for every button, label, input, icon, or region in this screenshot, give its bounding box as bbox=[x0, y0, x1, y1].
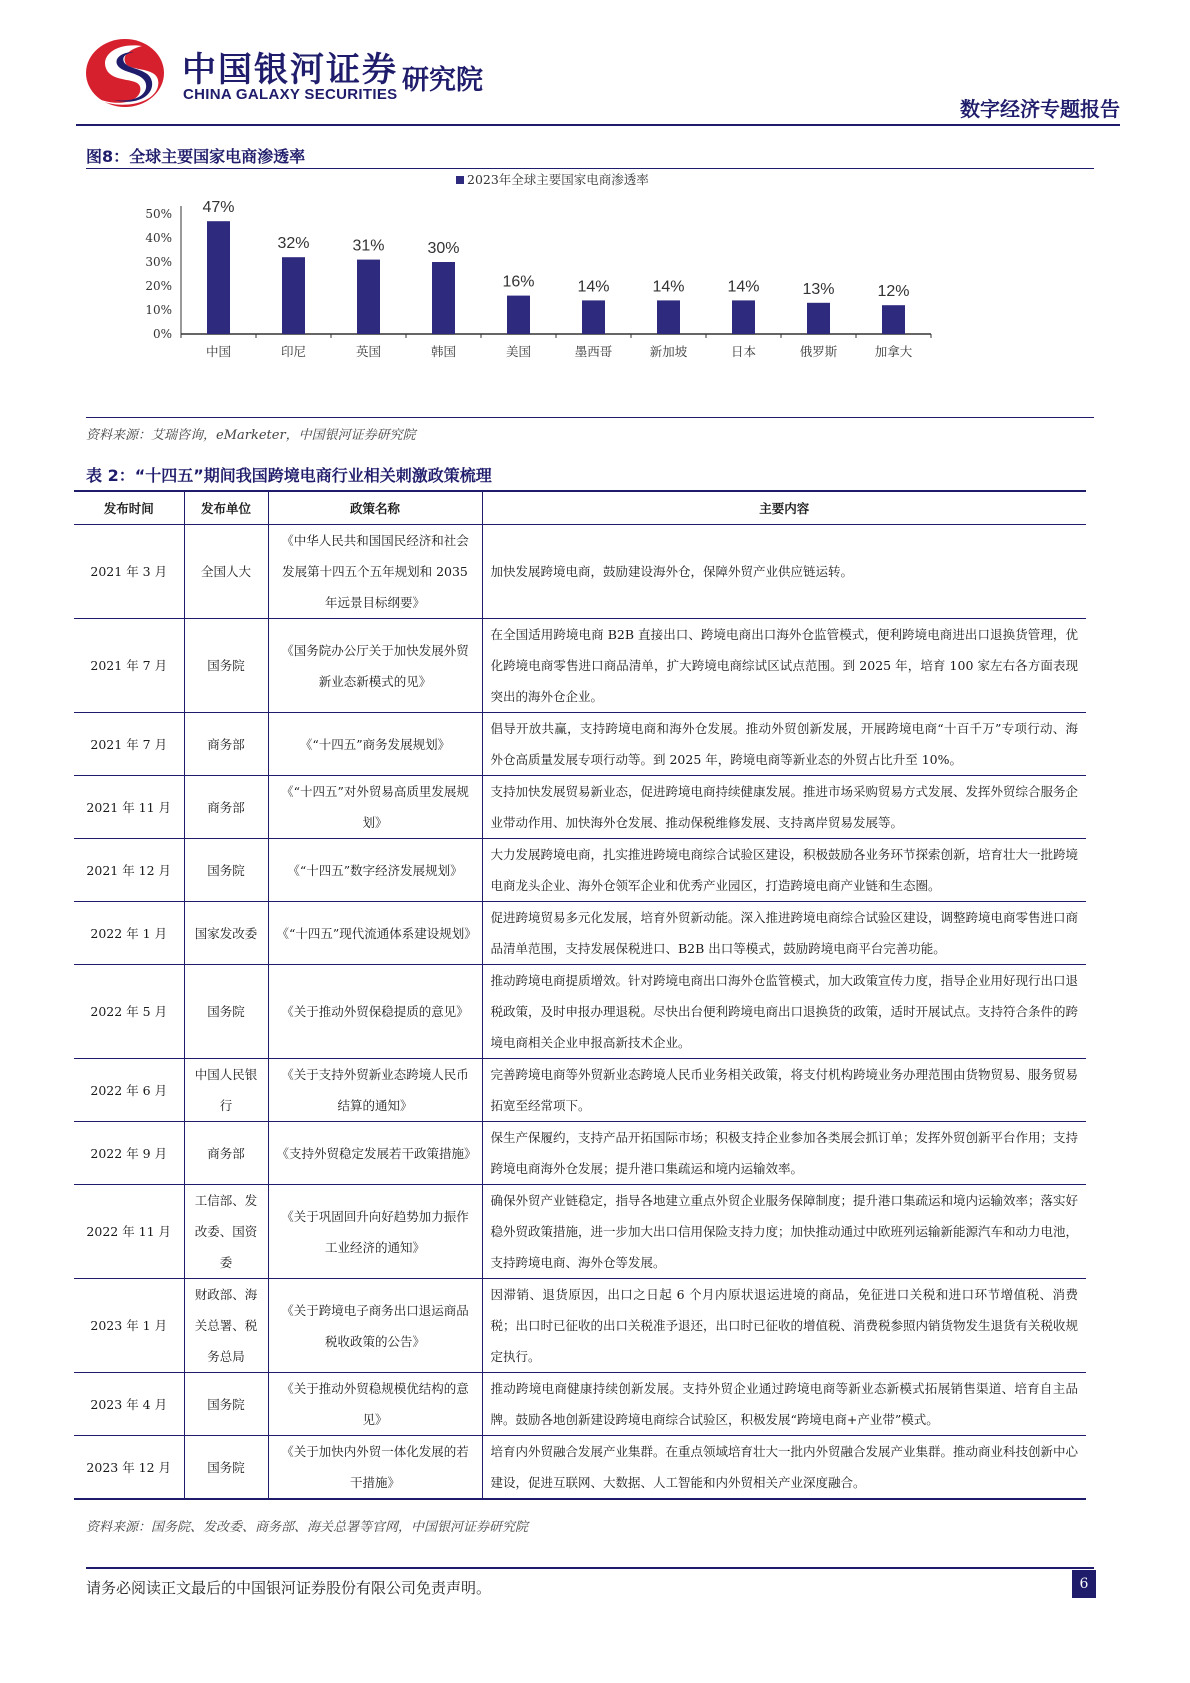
category-label: 新加坡 bbox=[649, 344, 688, 359]
logo-english-name: CHINA GALAXY SECURITIES bbox=[183, 86, 398, 103]
row-issuer: 国务院 bbox=[184, 1373, 268, 1436]
header-content: 主要内容 bbox=[482, 491, 1086, 525]
table-row bbox=[74, 619, 1086, 713]
row-content: 因滞销、退货原因，出口之日起 6 个月内原状退运进境的商品，免征进口关税和进口环节增值税、消费税；出口时已征收的出口关税准予退还，出口时已征收的增值税、消费税参照内销货物发生退货有关税收规定执行。 bbox=[482, 1279, 1086, 1373]
figure-top-rule bbox=[86, 168, 1094, 169]
y-tick-label: 0% bbox=[152, 327, 172, 341]
bar-value-label: 12% bbox=[877, 283, 910, 301]
y-tick-label: 10% bbox=[145, 303, 172, 317]
bar bbox=[507, 296, 530, 334]
header-policy-name: 政策名称 bbox=[268, 491, 482, 525]
row-issuer: 中国人民银行 bbox=[184, 1059, 268, 1122]
table-title: 表 2：“十四五”期间我国跨境电商行业相关刺激政策梳理 bbox=[86, 466, 492, 485]
table-row bbox=[74, 1185, 1086, 1279]
row-issuer: 财政部、海关总署、税务总局 bbox=[184, 1279, 268, 1373]
chart-legend bbox=[456, 172, 649, 187]
bar bbox=[732, 300, 755, 334]
row-date: 2021 年 7 月 bbox=[74, 619, 184, 713]
row-policy-name: 《关于支持外贸新业态跨境人民币结算的通知》 bbox=[268, 1059, 482, 1122]
row-date: 2023 年 4 月 bbox=[74, 1373, 184, 1436]
row-policy-name: 《关于巩固回升向好趋势加力振作工业经济的通知》 bbox=[268, 1185, 482, 1279]
x-axis bbox=[181, 334, 931, 338]
bar-value-label: 30% bbox=[427, 240, 460, 257]
row-date: 2022 年 9 月 bbox=[74, 1122, 184, 1185]
bar bbox=[582, 300, 605, 334]
y-tick-label: 50% bbox=[145, 207, 172, 221]
row-content: 在全国适用跨境电商 B2B 直接出口、跨境电商出口海外仓监管模式，便利跨境电商进出口退换货管理，优化跨境电商零售进口商品清单，扩大跨境电商综试区试点范围。到 2025 年，培育 100 家左右各方面表现突出的海外仓企业。 bbox=[482, 619, 1086, 713]
legend-swatch bbox=[456, 176, 464, 184]
logo-chinese-name: 中国银河证券 bbox=[182, 50, 398, 90]
row-content: 加快发展跨境电商，鼓励建设海外仓，保障外贸产业供应链运转。 bbox=[482, 525, 1086, 619]
row-policy-name: 《关于加快内外贸一体化发展的若干措施》 bbox=[268, 1436, 482, 1500]
table-row bbox=[74, 1279, 1086, 1373]
penetration-bar-chart bbox=[86, 172, 1094, 412]
table-row bbox=[74, 1373, 1086, 1436]
row-issuer: 商务部 bbox=[184, 713, 268, 776]
row-date: 2021 年 12 月 bbox=[74, 839, 184, 902]
header-date: 发布时间 bbox=[74, 491, 184, 525]
table-row bbox=[74, 965, 1086, 1059]
row-policy-name: 《支持外贸稳定发展若干政策措施》 bbox=[268, 1122, 482, 1185]
logo-institute-name: 研究院 bbox=[402, 65, 483, 96]
row-issuer: 国务院 bbox=[184, 839, 268, 902]
y-axis bbox=[145, 206, 181, 341]
footer-disclaimer: 请务必阅读正文最后的中国银河证券股份有限公司免责声明。 bbox=[86, 1579, 492, 1597]
bar bbox=[657, 300, 680, 334]
row-issuer: 商务部 bbox=[184, 776, 268, 839]
category-labels bbox=[206, 344, 913, 359]
row-content: 支持加快发展贸易新业态，促进跨境电商持续健康发展。推进市场采购贸易方式发展、发挥外贸综合服务企业带动作用、加快海外仓发展、推动保税维修发展、支持离岸贸易发展等。 bbox=[482, 776, 1086, 839]
figure-bottom-rule bbox=[86, 417, 1094, 418]
row-policy-name: 《国务院办公厅关于加快发展外贸新业态新模式的见》 bbox=[268, 619, 482, 713]
bar-value-label: 32% bbox=[277, 235, 310, 253]
footer-divider bbox=[86, 1567, 1094, 1569]
row-date: 2022 年 1 月 bbox=[74, 902, 184, 965]
row-content: 促进跨境贸易多元化发展，培育外贸新动能。深入推进跨境电商综合试验区建设，调整跨境电商零售进口商品清单范围，支持发展保税进口、B2B 出口等模式，鼓励跨境电商平台完善功能。 bbox=[482, 902, 1086, 965]
y-tick-label: 40% bbox=[145, 231, 172, 245]
row-date: 2023 年 12 月 bbox=[74, 1436, 184, 1500]
bar-value-label: 14% bbox=[652, 278, 685, 296]
row-policy-name: 《“十四五”商务发展规划》 bbox=[268, 713, 482, 776]
row-issuer: 工信部、发改委、国资委 bbox=[184, 1185, 268, 1279]
y-tick-label: 20% bbox=[145, 279, 172, 293]
row-date: 2021 年 3 月 bbox=[74, 525, 184, 619]
row-policy-name: 《“十四五”数字经济发展规划》 bbox=[268, 839, 482, 902]
category-label: 印尼 bbox=[280, 344, 307, 359]
row-issuer: 国务院 bbox=[184, 1436, 268, 1500]
category-label: 英国 bbox=[355, 344, 382, 359]
bar-value-label: 14% bbox=[727, 278, 760, 296]
category-label: 美国 bbox=[505, 344, 532, 359]
company-logo bbox=[84, 36, 584, 116]
row-content: 倡导开放共赢，支持跨境电商和海外仓发展。推动外贸创新发展，开展跨境电商“十百千万”专项行动、海外仓高质量发展专项行动等。到 2025 年，跨境电商等新业态的外贸占比升至 10%。 bbox=[482, 713, 1086, 776]
row-date: 2022 年 11 月 bbox=[74, 1185, 184, 1279]
row-content: 推动跨境电商提质增效。针对跨境电商出口海外仓监管模式，加大政策宣传力度，指导企业用好现行出口退税政策，及时申报办理退税。尽快出台便利跨境电商出口退换货的政策，适时开展试点。支持符合条件的跨境电商相关企业申报高新技术企业。 bbox=[482, 965, 1086, 1059]
figure-title: 图8：全球主要国家电商渗透率 bbox=[86, 147, 306, 166]
legend-label: 2023年全球主要国家电商渗透率 bbox=[467, 172, 649, 187]
bar-value-label: 47% bbox=[202, 199, 235, 217]
table-row bbox=[74, 1059, 1086, 1122]
table-row bbox=[74, 902, 1086, 965]
bar-value-label: 14% bbox=[577, 278, 610, 296]
bar-series bbox=[207, 221, 905, 334]
row-date: 2022 年 5 月 bbox=[74, 965, 184, 1059]
row-content: 大力发展跨境电商，扎实推进跨境电商综合试验区建设，积极鼓励各业务环节探索创新，培育壮大一批跨境电商龙头企业、海外仓领军企业和优秀产业园区，打造跨境电商产业链和生态圈。 bbox=[482, 839, 1086, 902]
row-issuer: 国家发改委 bbox=[184, 902, 268, 965]
data-labels bbox=[202, 199, 909, 300]
report-type-label: 数字经济专题报告 bbox=[960, 97, 1120, 121]
row-content: 推动跨境电商健康持续创新发展。支持外贸企业通过跨境电商等新业态新模式拓展销售渠道、培育自主品牌。鼓励各地创新建设跨境电商综合试验区，积极发展“跨境电商+产业带”模式。 bbox=[482, 1373, 1086, 1436]
policy-table bbox=[74, 490, 1086, 1500]
row-date: 2022 年 6 月 bbox=[74, 1059, 184, 1122]
category-label: 中国 bbox=[205, 344, 232, 359]
category-label: 日本 bbox=[730, 344, 757, 359]
table-row bbox=[74, 776, 1086, 839]
row-policy-name: 《关于推动外贸稳规模优结构的意见》 bbox=[268, 1373, 482, 1436]
row-policy-name: 《中华人民共和国国民经济和社会发展第十四五个五年规划和 2035 年远景目标纲要》 bbox=[268, 525, 482, 619]
table-header-row bbox=[74, 491, 1086, 525]
bar bbox=[357, 260, 380, 334]
table-row bbox=[74, 839, 1086, 902]
row-content: 保生产保履约，支持产品开拓国际市场；积极支持企业参加各类展会抓订单；发挥外贸创新平台作用；支持跨境电商海外仓发展；提升港口集疏运和境内运输效率。 bbox=[482, 1122, 1086, 1185]
page-number: 6 bbox=[1072, 1570, 1096, 1598]
table-row bbox=[74, 525, 1086, 619]
row-issuer: 国务院 bbox=[184, 619, 268, 713]
row-policy-name: 《“十四五”对外贸易高质里发展规划》 bbox=[268, 776, 482, 839]
bar-value-label: 31% bbox=[352, 237, 385, 255]
header-divider bbox=[76, 124, 1120, 126]
row-policy-name: 《关于跨境电子商务出口退运商品税收政策的公告》 bbox=[268, 1279, 482, 1373]
table-source: 资料来源：国务院、发改委、商务部、海关总署等官网，中国银河证券研究院 bbox=[86, 1520, 529, 1535]
figure-source: 资料来源：艾瑞咨询，eMarketer，中国银河证券研究院 bbox=[86, 428, 416, 443]
row-date: 2023 年 1 月 bbox=[74, 1279, 184, 1373]
bar bbox=[807, 303, 830, 334]
bar bbox=[432, 262, 455, 334]
y-tick-label: 30% bbox=[145, 255, 172, 269]
table-row bbox=[74, 1122, 1086, 1185]
table-row bbox=[74, 713, 1086, 776]
row-content: 培育内外贸融合发展产业集群。在重点领域培育壮大一批内外贸融合发展产业集群。推动商业科技创新中心建设，促进互联网、大数据、人工智能和内外贸相关产业深度融合。 bbox=[482, 1436, 1086, 1500]
category-label: 墨西哥 bbox=[574, 344, 613, 359]
bar-value-label: 13% bbox=[802, 280, 835, 298]
category-label: 加拿大 bbox=[874, 344, 913, 359]
category-label: 韩国 bbox=[430, 344, 457, 359]
row-content: 确保外贸产业链稳定，指导各地建立重点外贸企业服务保障制度；提升港口集疏运和境内运输效率；落实好稳外贸政策措施，进一步加大出口信用保险支持力度；加快推动通过中欧班列运输新能源汽车和动力电池，支持跨境电商、海外仓等发展。 bbox=[482, 1185, 1086, 1279]
bar bbox=[207, 221, 230, 334]
category-label: 俄罗斯 bbox=[799, 344, 838, 359]
table-row bbox=[74, 1436, 1086, 1500]
row-date: 2021 年 7 月 bbox=[74, 713, 184, 776]
row-policy-name: 《“十四五”现代流通体系建设规划》 bbox=[268, 902, 482, 965]
row-policy-name: 《关于推动外贸保稳提质的意见》 bbox=[268, 965, 482, 1059]
row-issuer: 全国人大 bbox=[184, 525, 268, 619]
row-issuer: 国务院 bbox=[184, 965, 268, 1059]
bar bbox=[282, 257, 305, 334]
row-date: 2021 年 11 月 bbox=[74, 776, 184, 839]
header-issuer: 发布单位 bbox=[184, 491, 268, 525]
bar-value-label: 16% bbox=[502, 273, 535, 291]
row-content: 完善跨境电商等外贸新业态跨境人民币业务相关政策，将支付机构跨境业务办理范围由货物贸易、服务贸易拓宽至经常项下。 bbox=[482, 1059, 1086, 1122]
row-issuer: 商务部 bbox=[184, 1122, 268, 1185]
bar bbox=[882, 305, 905, 334]
galaxy-logo-icon bbox=[84, 36, 166, 110]
